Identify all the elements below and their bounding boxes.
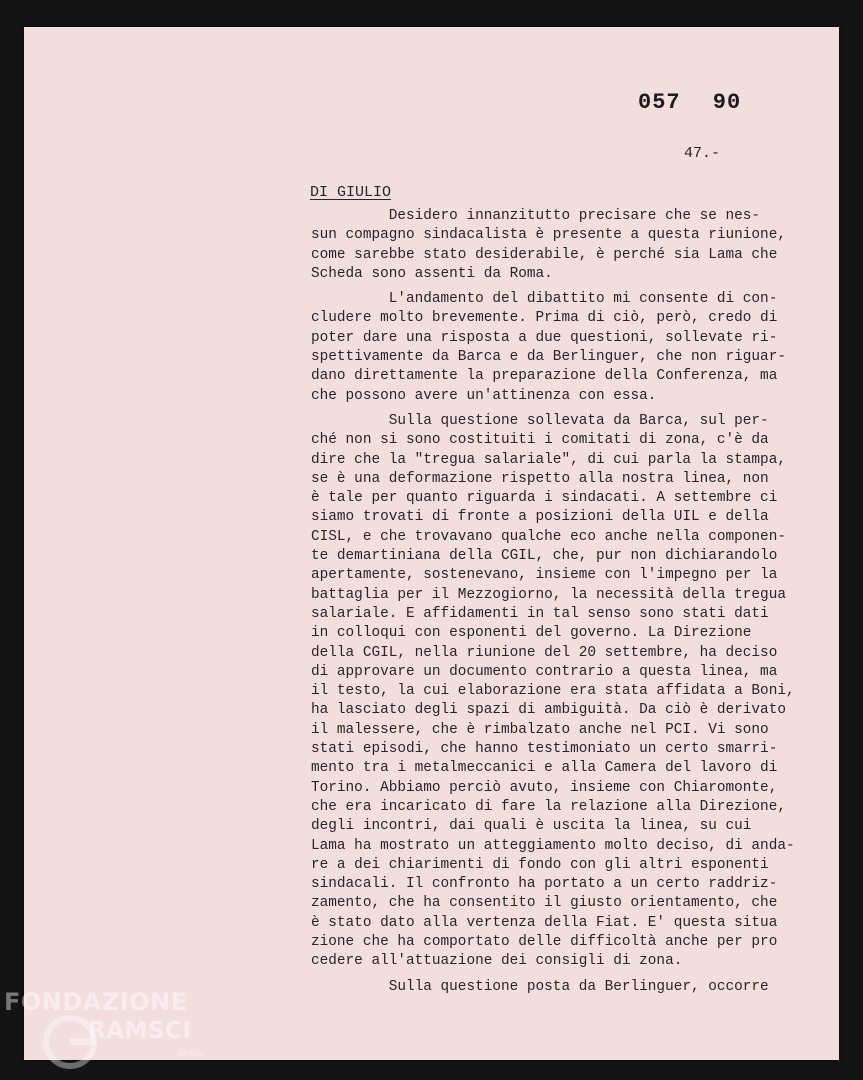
text-line: se è una deformazione rispetto alla nostra linea, non bbox=[311, 470, 769, 487]
text-line: cludere molto brevemente. Prima di ciò, però, credo di bbox=[311, 310, 778, 327]
paragraph bbox=[311, 412, 851, 972]
paragraph bbox=[311, 290, 851, 406]
document-page bbox=[24, 27, 839, 1060]
text-line: CISL, e che trovavano qualche eco anche nella componen- bbox=[311, 528, 786, 545]
text-line: zamento, che ha consentito il giusto orientamento, che bbox=[311, 895, 778, 912]
text-line: siamo trovati di fronte a posizioni della UIL e della bbox=[311, 509, 769, 526]
text-line: Torino. Abbiamo perciò avuto, insieme con Chiaromonte, bbox=[311, 779, 778, 796]
text-line: come sarebbe stato desiderabile, è perché sia Lama che bbox=[311, 246, 778, 263]
text-line: di approvare un documento contrario a questa linea, ma bbox=[311, 663, 778, 680]
text-line: in colloqui con esponenti del governo. La Direzione bbox=[311, 625, 752, 642]
text-line: mento tra i metalmeccanici e alla Camera del lavoro di bbox=[311, 760, 778, 777]
text-line: ha lasciato degli spazi di ambiguità. Da ciò è derivato bbox=[311, 702, 786, 719]
speaker-heading: DI GIULIO bbox=[310, 184, 392, 201]
text-line: poter dare una risposta a due questioni, sollevate ri- bbox=[311, 329, 778, 346]
text-line: zione che ha comportato delle difficoltà anche per pro bbox=[311, 933, 778, 950]
text-line: re a dei chiarimenti di fondo con gli altri esponenti bbox=[311, 856, 769, 873]
text-line: Sulla questione sollevata da Barca, sul per- bbox=[311, 412, 769, 429]
text-line: ché non si sono costituiti i comitati di zona, c'è da bbox=[311, 432, 769, 449]
text-line: Scheda sono assenti da Roma. bbox=[311, 265, 553, 282]
text-line: apertamente, sostenevano, insieme con l'impegno per la bbox=[311, 567, 778, 584]
text-line: dano direttamente la preparazione della Conferenza, ma bbox=[311, 368, 778, 385]
text-line: Desidero innanzitutto precisare che se nes- bbox=[311, 208, 761, 224]
text-line: Sulla questione posta da Berlinguer, occorre bbox=[311, 978, 769, 995]
text-line: te demartiniana della CGIL, che, pur non dichiarandolo bbox=[311, 548, 778, 565]
text-line: stati episodi, che hanno testimoniato un certo smarri- bbox=[311, 741, 778, 758]
text-line: sun compagno sindacalista è presente a questa riunione, bbox=[311, 227, 786, 244]
text-line: dire che la "tregua salariale", di cui parla la stampa, bbox=[311, 451, 786, 468]
text-line: L'andamento del dibattito mi consente di con- bbox=[311, 291, 778, 308]
text-line: che possono avere un'attinenza con essa. bbox=[311, 387, 657, 404]
text-line: il malessere, che è rimbalzato anche nel PCI. Vi sono bbox=[311, 721, 769, 738]
text-line: Lama ha mostrato un atteggiamento molto deciso, di anda- bbox=[311, 837, 795, 854]
page-number: 47.- bbox=[684, 145, 721, 162]
fondazione-gramsci-watermark bbox=[4, 988, 224, 1078]
text-line: è stato dato alla vertenza della Fiat. E' questa situa bbox=[311, 914, 778, 931]
document-code: 057 90 bbox=[638, 90, 742, 115]
text-line: battaglia per il Mezzogiorno, la necessità della tregua bbox=[311, 586, 786, 603]
watermark-onlus: onlus bbox=[178, 1048, 205, 1059]
text-line: sindacali. Il confronto ha portato a un certo raddriz- bbox=[311, 876, 778, 893]
watermark-line1: FONDAZIONE bbox=[4, 988, 188, 1016]
text-line: è tale per quanto riguarda i sindacati. A settembre ci bbox=[311, 490, 778, 507]
text-line: che era incaricato di fare la relazione alla Direzione, bbox=[311, 798, 786, 815]
paragraph bbox=[311, 207, 851, 284]
text-line: spettivamente da Barca e da Berlinguer, che non riguar- bbox=[311, 349, 786, 366]
text-line: degli incontri, dai quali è uscita la linea, su cui bbox=[311, 818, 752, 835]
text-line: cedere all'attuazione dei consigli di zona. bbox=[311, 953, 683, 970]
watermark-line2: RAMSCI bbox=[88, 1018, 192, 1044]
text-line: della CGIL, nella riunione del 20 settembre, ha deciso bbox=[311, 644, 778, 661]
paragraph bbox=[311, 978, 851, 997]
text-line: salariale. E affidamenti in tal senso sono stati dati bbox=[311, 605, 769, 622]
text-line: il testo, la cui elaborazione era stata affidata a Boni, bbox=[311, 683, 795, 700]
document-body bbox=[311, 207, 851, 997]
